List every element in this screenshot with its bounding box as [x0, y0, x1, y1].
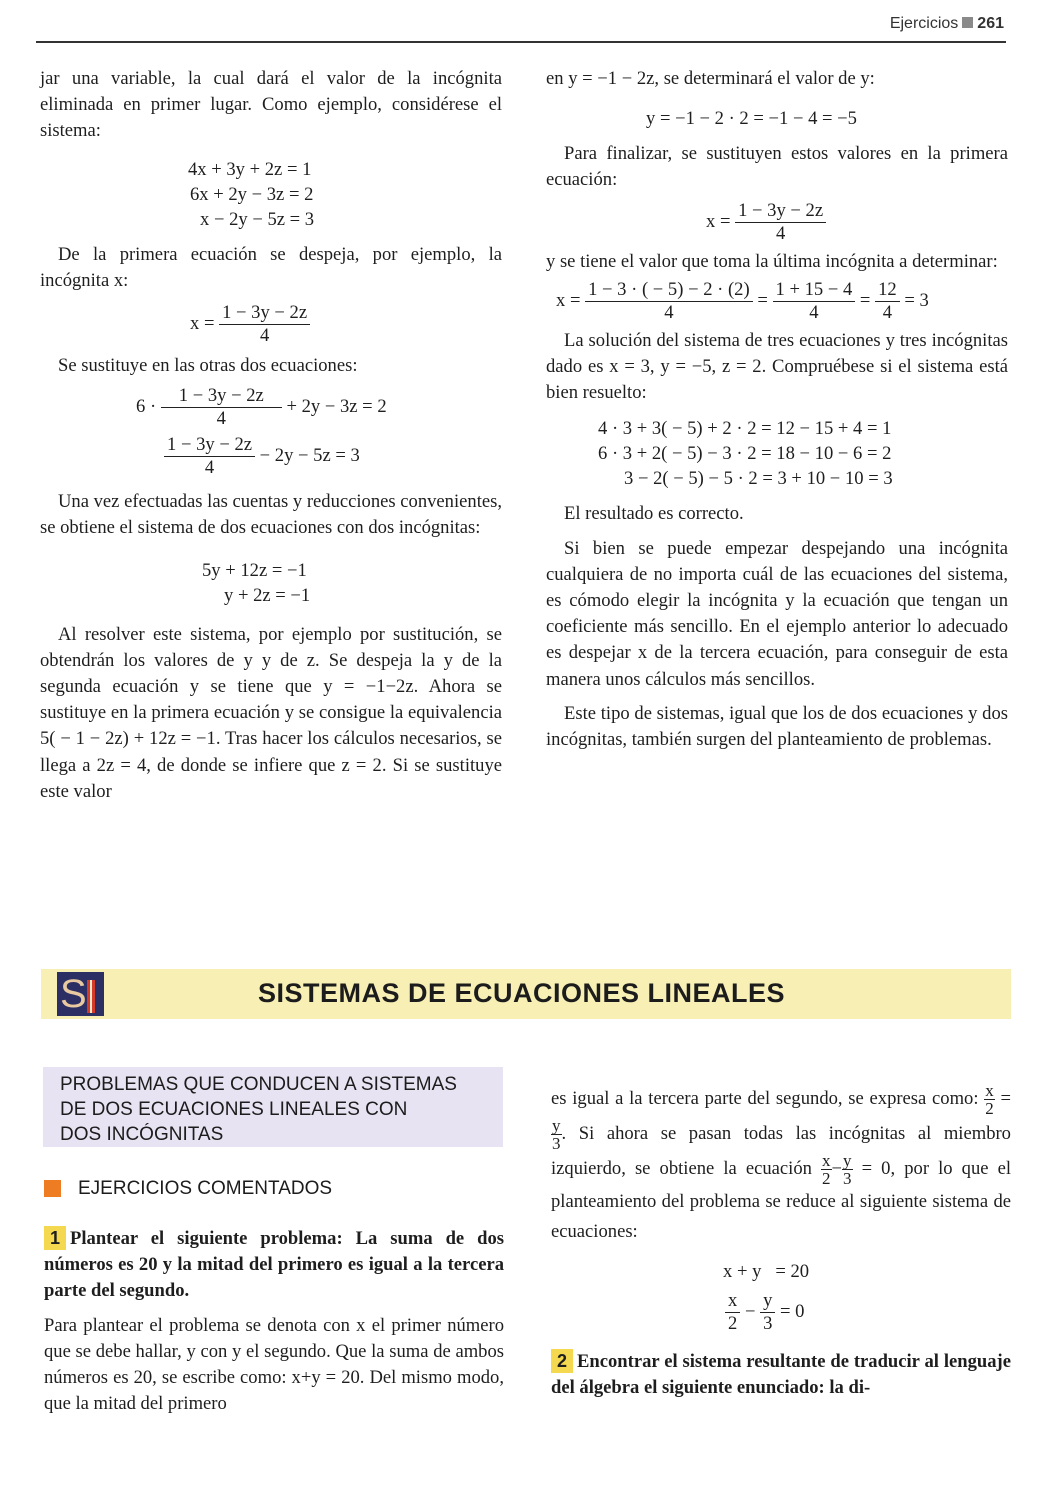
frac-3-den: 3: [552, 1134, 561, 1153]
calc-frac-3-denominator: 4: [882, 301, 893, 323]
calc-frac-2: [773, 279, 856, 324]
system-eq-3: x − 2y − 5z = 3: [200, 208, 315, 230]
final-system-eq-1: x + y = 20: [723, 1261, 810, 1282]
exercises-heading: EJERCICIOS COMENTADOS: [78, 1178, 333, 1199]
y-calculation: y = −1 − 2 · 2 = −1 − 4 = −5: [646, 108, 857, 130]
header-section: Ejercicios: [889, 15, 959, 32]
final-system: [551, 1259, 1011, 1335]
final-system-eq-2: $\frac{x}{2}$ − $\frac{y}{3}$ = 0: [551, 1290, 1011, 1335]
x-fraction-right-numerator: 1 − 3y − 2z: [735, 200, 826, 223]
final-frac-x-den: 2: [728, 1313, 738, 1334]
sub1-numerator: 1 − 3y − 2z: [161, 385, 282, 408]
subsection-title: [60, 1072, 457, 1147]
right-paragraph-7: Este tipo de sistemas, igual que los de dos ecuaciones y dos incógnitas, también surgen del planteamiento de problemas.: [546, 702, 1008, 751]
frac-y-over-3-b: [842, 1152, 853, 1187]
continuation-text-1b: . Si ahora se pasan todas las incógnitas al: [561, 1122, 932, 1144]
exercise-1-body: Para plantear el problema se denota con x el primer número que se debe hallar, y con y el segundo. Que la suma de ambos números es 20, se escribe como: x+y = 20. Del mismo modo, que la mitad del primero: [44, 1314, 504, 1415]
x-fraction-right: [735, 200, 826, 245]
exercise-1-number: 1: [44, 1226, 66, 1250]
header-square-icon: [962, 17, 973, 28]
sub2-fraction: [164, 434, 255, 479]
x-eq-label: x =: [190, 312, 215, 334]
section-title: SISTEMAS DE ECUACIONES LINEALES: [258, 978, 786, 1008]
frac-3-den-b: 3: [843, 1169, 852, 1188]
final-frac-y: [760, 1290, 775, 1335]
running-header: [890, 15, 1004, 33]
logo-bar-highlight: [90, 980, 92, 1013]
section-logo: [57, 972, 104, 1016]
right-paragraph-5: El resultado es correcto.: [564, 503, 744, 525]
left-paragraph-3: Se sustituye en las otras dos ecuaciones:: [58, 355, 358, 377]
frac-x-num: x: [985, 1081, 994, 1100]
right-paragraph-3: y se tiene el valor que toma la última incógnita a determinar:: [546, 250, 998, 272]
verification-line-2: 6 · 3 + 2( − 5) − 3 · 2 = 18 − 10 − 6 = 2: [598, 443, 892, 465]
calc-frac-2-denominator: 4: [809, 301, 819, 323]
system-eq-1: 4x + 3y + 2z = 1: [188, 158, 312, 180]
sub1-prefix: 6 ·: [136, 395, 157, 417]
frac-x-over-2: [984, 1082, 995, 1117]
frac-2-den-b: 2: [822, 1169, 831, 1188]
frac-y-over-3: [551, 1117, 562, 1152]
continuation-text-1: es igual a la tercera parte del segundo, se expresa como:: [551, 1087, 979, 1109]
fraction-denominator: 4: [259, 325, 270, 347]
sub1-fraction: [161, 385, 282, 430]
continuation-text-2: miembro izquierdo, se obtiene la ecuación: [551, 1122, 1011, 1179]
logo-letter: S: [60, 972, 87, 1016]
x-fraction-right-denominator: 4: [775, 222, 786, 244]
exercises-square-icon: [44, 1180, 61, 1197]
final-frac-x: [725, 1290, 740, 1335]
continuation-text-2b: = 0,: [861, 1157, 896, 1179]
exercise-2-number: 2: [551, 1349, 573, 1373]
system-three-equations: [40, 157, 502, 232]
exercise-2-statement: [551, 1349, 1011, 1401]
subsection-title-line-3: DOS INCÓGNITAS: [60, 1124, 224, 1145]
sub1-suffix: + 2y − 3z = 2: [286, 395, 387, 417]
system-eq-2: 6x + 2y − 3z = 2: [190, 183, 314, 205]
lower-right-column: [551, 1082, 1011, 1401]
right-paragraph-2: Para finalizar, se sustituyen estos valores en la primera ecuación:: [546, 143, 1008, 191]
final-system-eq-2-rhs: = 0: [780, 1300, 805, 1322]
lower-left-column: [44, 1226, 504, 1417]
right-paragraph-4: La solución del sistema de tres ecuaciones y tres incógnitas dado es x = 3, y = −5, z = 2. Compruébese si el sistema está bien resuelto:: [546, 329, 1008, 404]
system-two-equations: [40, 558, 502, 608]
exercise-1-text: Plantear el siguiente problema: La suma de dos números es 20 y la mitad del primero es igual a la tercera parte del segundo.: [44, 1228, 504, 1302]
frac-y-num-b: y: [843, 1151, 852, 1170]
sub1-denominator: 4: [216, 408, 226, 430]
calc-frac-3-numerator: 12: [875, 279, 900, 302]
calc-frac-2-numerator: 1 + 15 − 4: [773, 279, 856, 302]
left-paragraph-5: Al resolver este sistema, por ejemplo por sustitución, se obtendrán los valores de y y de z. Se despeja la y de la segunda ecuación y se tiene que y = −1−2z. Ahora se sustituye en la primera ecuación y se consigue la equivalencia 5( − 1 − 2z) + 12z = −1. Tras hacer los cálculos necesarios, se llega a 2z = 4, de donde se infiere que z = 2. Si se sustituye este valor: [40, 623, 502, 802]
system2-eq-1: 5y + 12z = −1: [202, 559, 307, 581]
left-paragraph-4: Una vez efectuadas las cuentas y reducciones convenientes, se obtiene el sistema de dos ecuaciones con dos incógnitas:: [40, 491, 502, 539]
right-column: [546, 66, 1008, 753]
calc-frac-1: [585, 279, 753, 324]
x-final-label: x =: [556, 289, 581, 311]
right-paragraph-6: Si bien se puede empezar despejando una incógnita cualquiera de no importa cuál de las ecuaciones del sistema, es cómodo elegir la incógnita y la ecuación que tengan un coeficiente más sencillo. En el ejemplo anterior lo adecuado es despejar x de la tercera ecuación, para conseguir de esta manera unos cálculos más sencillos.: [546, 537, 1008, 690]
left-column: [40, 66, 502, 805]
exercise-1-statement: [44, 1226, 504, 1305]
calc-frac-1-denominator: 4: [664, 301, 674, 323]
final-frac-x-num: x: [725, 1290, 740, 1313]
frac-2-den: 2: [985, 1099, 994, 1118]
frac-x-over-2-b: [821, 1152, 832, 1187]
system2-eq-2: y + 2z = −1: [224, 584, 311, 606]
calc-result: = 3: [904, 289, 929, 311]
left-paragraph-2: De la primera ecuación se despeja, por ejemplo, la incógnita x:: [40, 243, 502, 291]
calc-frac-1-numerator: 1 − 3 · ( − 5) − 2 · (2): [585, 279, 753, 302]
sub2-denominator: 4: [204, 457, 215, 479]
sub2-suffix: − 2y − 5z = 3: [259, 444, 360, 466]
substituted-eq-1: [40, 385, 502, 430]
final-frac-y-num: y: [760, 1290, 775, 1313]
exercise-2-text: Encontrar el sistema resultante de traducir al lenguaje del álgebra el siguiente enunciado: la di-: [551, 1351, 1011, 1399]
x-substitution-eq: [546, 200, 1008, 245]
calc-frac-3: [875, 279, 900, 324]
subsection-title-line-2: DE DOS ECUACIONES LINEALES CON: [60, 1099, 408, 1120]
header-rule: [36, 41, 1006, 43]
exercise-1-continuation: es igual a la tercera parte del segundo, se expresa como: $\frac{x}{2}$ = $\frac{y}{3}$ . Si ahora se pasan todas las incógnitas al miembro izquierdo, se obtiene la ecuación $\frac{x}{2}$ − $\frac{y}{3}$ = 0, por lo que el planteamiento del problema se reduce al siguiente sistema de ecuaciones:: [551, 1081, 1012, 1242]
frac-x-num-b: x: [822, 1151, 831, 1170]
left-paragraph-1: jar una variable, la cual dará el valor de la incógnita eliminada en primer lugar. Como ejemplo, considérese el sistema:: [40, 68, 502, 142]
x-fraction: [219, 302, 310, 347]
verification-line-1: 4 · 3 + 3( − 5) + 2 · 2 = 12 − 15 + 4 = 1: [598, 418, 892, 440]
continuation-text-3: por lo que el planteamiento del problema se reduce al siguiente sistema de ecuaciones:: [551, 1157, 1012, 1242]
right-paragraph-1: en y = −1 − 2z, se determinará el valor de y:: [546, 68, 875, 89]
x-isolated-eq: [40, 302, 502, 347]
x-eq-label-right: x =: [706, 210, 731, 232]
subsection-title-line-1: PROBLEMAS QUE CONDUCEN A SISTEMAS: [60, 1074, 457, 1095]
final-frac-y-den: 3: [763, 1313, 773, 1334]
sub2-numerator: 1 − 3y − 2z: [164, 434, 255, 457]
page-number: 261: [977, 15, 1004, 32]
verification-line-3: 3 − 2( − 5) − 5 · 2 = 3 + 10 − 10 = 3: [624, 468, 893, 490]
substituted-eq-2: [40, 434, 502, 479]
x-final-calc: x = $\frac{1 - 3 \cdot ( - 5) - 2 \cdot (2)}{4}$ = $\frac{1 + 15 - 4}{4}$ = $\frac{12}{4}$ = 3: [556, 278, 929, 323]
frac-y-num: y: [552, 1116, 561, 1135]
verification-block: [546, 416, 1008, 491]
fraction-numerator: 1 − 3y − 2z: [219, 302, 310, 325]
